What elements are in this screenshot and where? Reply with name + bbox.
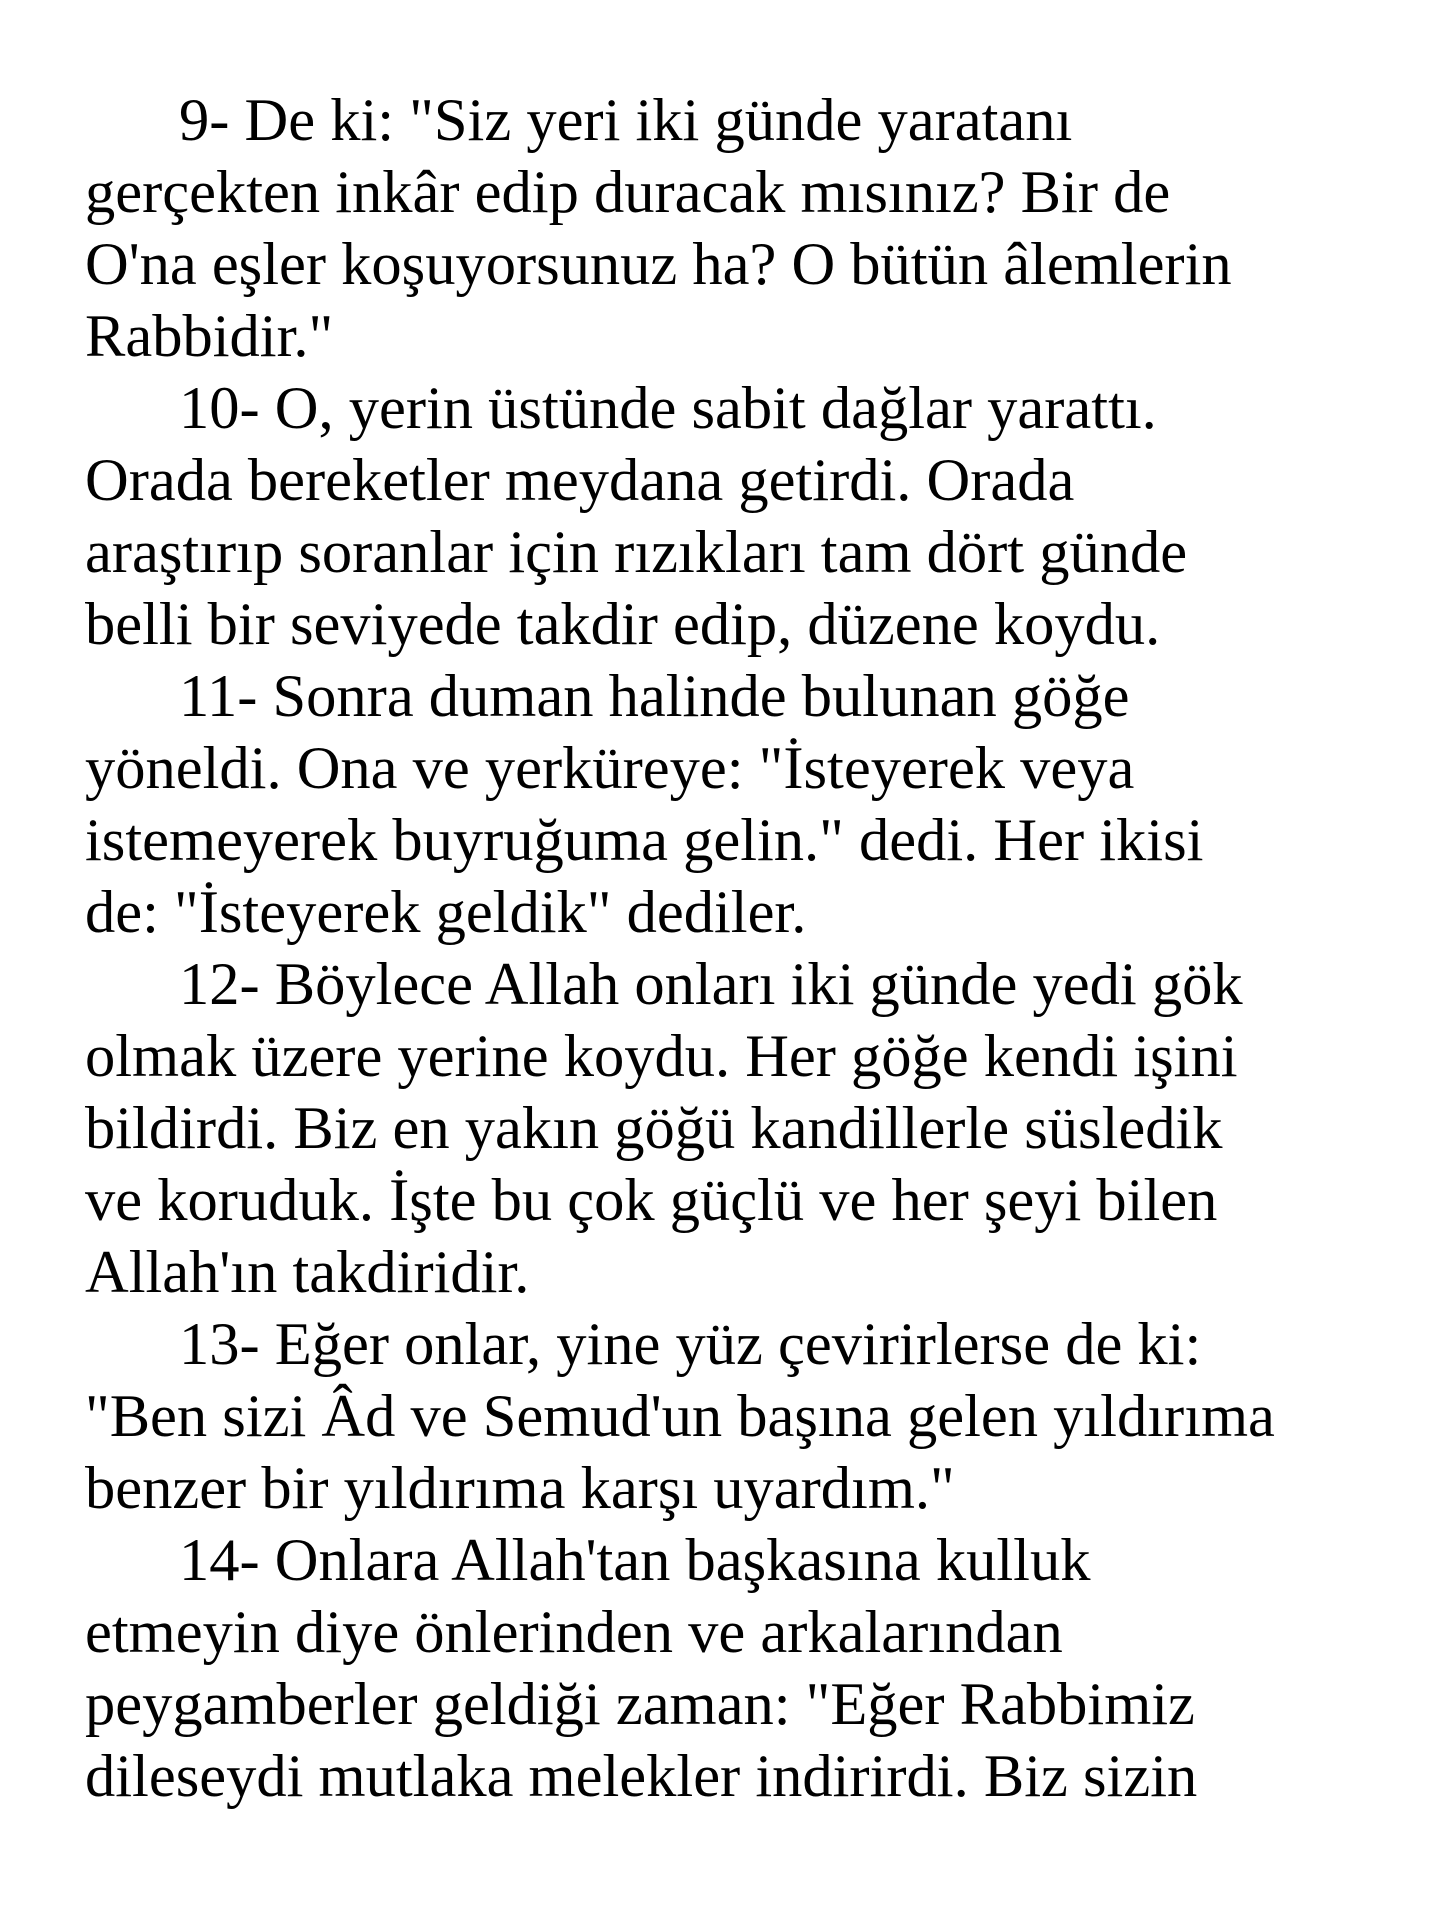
verse-11-line-4: de: "İsteyerek geldik" dediler.	[85, 879, 807, 946]
verse-12-line-3: bildirdi. Biz en yakın göğü kandillerle süsledik	[85, 1095, 1223, 1162]
verse-9-line-2: gerçekten inkâr edip duracak mısınız? Bir de	[85, 159, 1171, 226]
verse-11-line-2: yöneldi. Ona ve yerküreye: "İsteyerek veya	[85, 735, 1135, 802]
verse-12-line-5: Allah'ın takdiridir.	[85, 1239, 530, 1306]
verse-12-line-2: olmak üzere yerine koydu. Her göğe kendi işini	[85, 1023, 1238, 1090]
verse-13-line-1: 13- Eğer onlar, yine yüz çevirirlerse de ki:	[179, 1311, 1202, 1378]
verse-14-line-3: peygamberler geldiği zaman: "Eğer Rabbimiz	[85, 1671, 1195, 1738]
verse-12-line-1: 12- Böylece Allah onları iki günde yedi gök	[179, 951, 1243, 1018]
verse-14-line-1: 14- Onlara Allah'tan başkasına kulluk	[179, 1527, 1091, 1594]
verse-11-line-3: istemeyerek buyruğuma gelin." dedi. Her ikisi	[85, 807, 1204, 874]
verse-12-line-4: ve koruduk. İşte bu çok güçlü ve her şeyi bilen	[85, 1167, 1218, 1234]
verse-14-line-2: etmeyin diye önlerinden ve arkalarından	[85, 1599, 1063, 1666]
verse-9-line-4: Rabbidir."	[85, 303, 334, 370]
verse-10-line-3: araştırıp soranlar için rızıkları tam dört günde	[85, 519, 1188, 586]
verse-10-line-1: 10- O, yerin üstünde sabit dağlar yarattı.	[179, 375, 1157, 442]
verse-11-line-1: 11- Sonra duman halinde bulunan göğe	[179, 663, 1130, 730]
verse-13-line-3: benzer bir yıldırıma karşı uyardım."	[85, 1455, 955, 1522]
verse-10-line-2: Orada bereketler meydana getirdi. Orada	[85, 447, 1075, 514]
verse-9-line-3: O'na eşler koşuyorsunuz ha? O bütün âlemlerin	[85, 231, 1232, 298]
verse-10-line-4: belli bir seviyede takdir edip, düzene koydu.	[85, 591, 1161, 658]
document-page	[85, 85, 1395, 1813]
verse-13-line-2: "Ben sizi Âd ve Semud'un başına gelen yıldırıma	[85, 1383, 1275, 1450]
verse-14-line-4: dileseydi mutlaka melekler indirirdi. Biz sizin	[85, 1743, 1198, 1810]
verse-9-line-1: 9- De ki: "Siz yeri iki günde yaratanı	[179, 87, 1073, 154]
